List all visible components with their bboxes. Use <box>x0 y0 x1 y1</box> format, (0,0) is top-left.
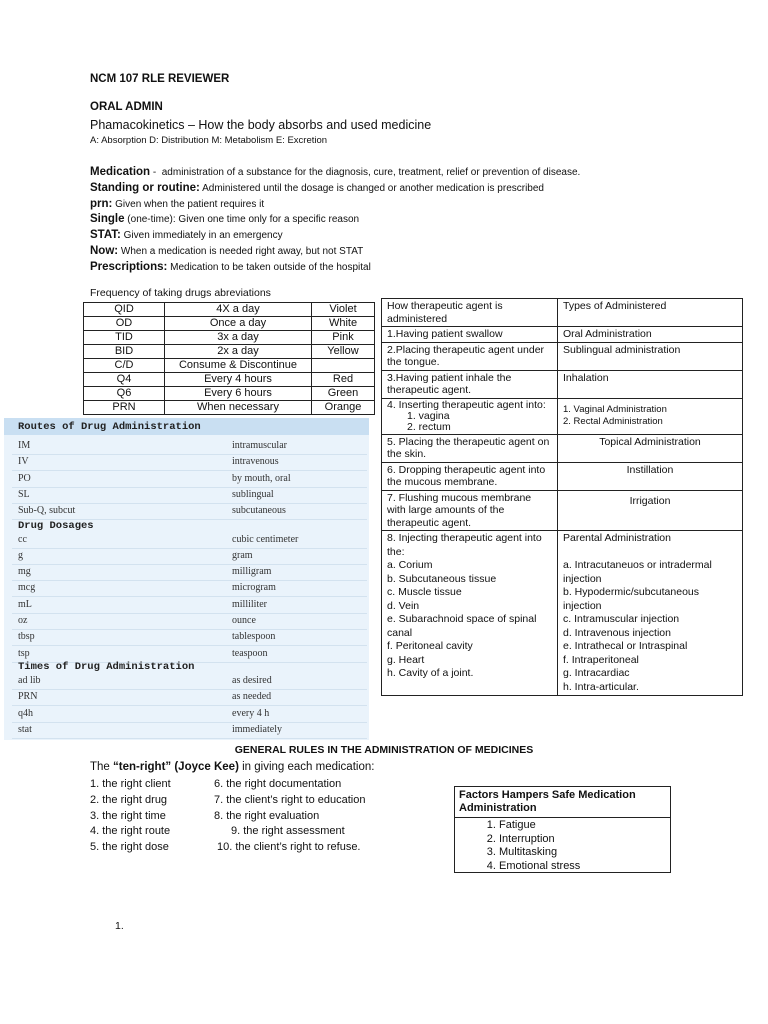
table-cell: Every 6 hours <box>165 387 312 401</box>
rights-list <box>90 778 440 858</box>
table-cell: 5. Placing the therapeutic agent on the skin. <box>382 434 558 462</box>
definition-text: (one-time): Given one time only for a specific reason <box>127 214 360 225</box>
table-cell <box>558 531 743 696</box>
table-cell <box>382 398 558 434</box>
injection-site: a. Corium <box>387 559 433 571</box>
definition-term: Medication <box>90 166 151 178</box>
definition-text: Given when the patient requires it <box>115 199 265 210</box>
abbreviation: PRN <box>18 691 38 703</box>
table-cell: Orange <box>312 401 375 415</box>
table-row <box>382 327 743 343</box>
definition-text: administration of a substance for the diagnosis, cure, treatment, relief or prevention of disease. <box>161 167 581 178</box>
factor-item: 3. Multitasking <box>499 846 670 860</box>
right-item: 1. the right client <box>90 778 171 790</box>
meaning: as desired <box>232 674 272 686</box>
table-header-cell: Types of Administered <box>558 299 743 327</box>
table-row <box>382 462 743 490</box>
table-cell: Every 4 hours <box>165 373 312 387</box>
table-cell: Yellow <box>312 345 375 359</box>
table-cell: 2x a day <box>165 345 312 359</box>
injection-type: d. Intravenous injection <box>563 626 671 639</box>
administration-table <box>381 298 743 696</box>
factor-item: 1. Fatigue <box>499 819 670 833</box>
table-cell: 1.Having patient swallow <box>382 327 558 343</box>
row4-text: 4. Inserting therapeutic agent into: <box>387 398 546 411</box>
table-cell: OD <box>84 317 165 331</box>
table-cell: Red <box>312 373 375 387</box>
abbreviation: stat <box>18 723 32 735</box>
table-row <box>382 398 743 434</box>
dosages-header: Drug Dosages <box>18 519 94 532</box>
injection-type: Parental Administration <box>563 532 671 544</box>
table-row <box>84 359 375 373</box>
table-cell: QID <box>84 303 165 317</box>
right-item: 9. the right assessment <box>231 825 345 837</box>
meaning: cubic centimeter <box>232 533 299 545</box>
table-cell: Green <box>312 387 375 401</box>
table-cell: 3.Having patient inhale the therapeutic agent. <box>382 370 558 398</box>
abbreviation: SL <box>18 488 30 500</box>
row-divider <box>12 580 367 581</box>
row-divider <box>12 548 367 549</box>
table-cell <box>312 359 375 373</box>
definition-text: Medication to be taken outside of the hospital <box>170 262 371 273</box>
frequency-table <box>83 302 375 415</box>
ten-right-post: in giving each medication: <box>238 761 375 773</box>
abbreviation: PO <box>18 472 31 484</box>
table-cell: Q4 <box>84 373 165 387</box>
injection-site: c. Muscle tissue <box>387 586 462 598</box>
meaning: gram <box>232 549 253 561</box>
abbreviation: IV <box>18 456 29 468</box>
table-cell: 6. Dropping therapeutic agent into the mucous membrane. <box>382 462 558 490</box>
abbreviation: mg <box>18 566 31 578</box>
pharmacokinetics-line: Phamacokinetics – How the body absorbs and used medicine <box>90 118 432 132</box>
table-cell: 2.Placing therapeutic agent under the tongue. <box>382 342 558 370</box>
right-item: 6. the right documentation <box>214 778 342 790</box>
table-cell <box>382 531 558 696</box>
abbreviation: Sub-Q, subcut <box>18 505 76 517</box>
factor-item: 2. Interruption <box>499 833 670 847</box>
definition-text: Administered until the dosage is changed or another medication is prescribed <box>202 183 544 194</box>
injection-type: h. Intra-articular. <box>563 680 639 693</box>
table-cell: Q6 <box>84 387 165 401</box>
times-header: Times of Drug Administration <box>18 660 195 673</box>
factor-item: 4. Emotional stress <box>499 860 670 874</box>
table-cell: Consume & Discontinue <box>165 359 312 373</box>
definition-term: Prescriptions: <box>90 261 168 273</box>
meaning: by mouth, oral <box>232 472 291 484</box>
adme-line: A: Absorption D: Distribution M: Metabolism E: Excretion <box>90 135 328 146</box>
abbreviation: tsp <box>18 647 30 659</box>
rules-title: GENERAL RULES IN THE ADMINISTRATION OF MEDICINES <box>234 744 534 756</box>
abbreviation: g <box>18 549 23 561</box>
table-cell: Oral Administration <box>558 327 743 343</box>
meaning: every 4 h <box>232 707 270 719</box>
meaning: ounce <box>232 615 256 626</box>
right-item: 7. the client’s right to education <box>214 794 366 806</box>
table-row <box>382 370 743 398</box>
table-row <box>382 434 743 462</box>
row-divider <box>12 613 367 614</box>
routes-header: Routes of Drug Administration <box>18 421 201 433</box>
table-row <box>84 317 375 331</box>
ten-right-pre: The <box>90 761 114 773</box>
meaning: microgram <box>232 582 276 594</box>
table-cell: 4X a day <box>165 303 312 317</box>
row-divider <box>12 596 367 597</box>
meaning: milliliter <box>232 598 267 610</box>
frequency-title: Frequency of taking drugs abreviations <box>90 287 271 299</box>
factors-list <box>455 819 670 873</box>
definition-term: prn: <box>90 198 113 210</box>
injection-site: h. Cavity of a joint. <box>387 667 474 679</box>
definition-term: Single <box>90 213 125 225</box>
table-cell: Pink <box>312 331 375 345</box>
factors-box <box>454 786 671 873</box>
right-item: 3. the right time <box>90 810 166 822</box>
row-divider <box>12 564 367 565</box>
row-divider <box>12 487 367 488</box>
abbreviation: oz <box>18 615 28 626</box>
abbreviation: mL <box>18 598 32 610</box>
row-divider <box>12 705 367 706</box>
table-row <box>84 345 375 359</box>
injection-type: a. Intracutaneuos or intradermal injection <box>563 559 712 585</box>
table-cell: BID <box>84 345 165 359</box>
row-divider <box>12 454 367 455</box>
right-item: 4. the right route <box>90 825 171 837</box>
injection-type: e. Intrathecal or Intraspinal <box>563 640 688 652</box>
table-cell: Violet <box>312 303 375 317</box>
table-cell <box>558 398 743 434</box>
table-row <box>84 401 375 415</box>
ten-right-bold: “ten-right” (Joyce Kee) <box>113 761 239 773</box>
table-row <box>382 490 743 531</box>
injection-type: b. Hypodermic/subcutaneous injection <box>563 586 699 612</box>
abbreviation: cc <box>18 533 27 545</box>
abbreviation: IM <box>18 440 31 451</box>
meaning: immediately <box>232 723 282 735</box>
right-item: 5. the right dose <box>90 841 169 853</box>
definition-term: STAT: <box>90 229 121 241</box>
row-divider <box>12 470 367 471</box>
meaning: intramuscular <box>232 440 287 451</box>
abbreviation: ad lib <box>18 674 41 686</box>
table-row <box>84 387 375 401</box>
table-row <box>382 342 743 370</box>
factors-title: Factors Hampers Safe Medication Administration <box>455 787 670 818</box>
injection-type: c. Intramuscular injection <box>563 613 680 625</box>
row4-rectal: 2. Rectal Administration <box>563 416 663 427</box>
right-item: 10. the client’s right to refuse. <box>217 841 361 853</box>
abbreviation: tbsp <box>18 631 35 643</box>
meaning: teaspoon <box>232 647 268 659</box>
table-row <box>84 331 375 345</box>
table-cell: Sublingual administration <box>558 342 743 370</box>
table-cell: Once a day <box>165 317 312 331</box>
row-divider <box>12 722 367 723</box>
meaning: intravenous <box>232 456 279 468</box>
table-cell: PRN <box>84 401 165 415</box>
meaning: sublingual <box>232 488 274 500</box>
row4-vaginal: 1. Vaginal Administration <box>563 404 667 415</box>
row4-vagina: 1. vagina <box>407 409 450 422</box>
table-header-cell: How therapeutic agent is administered <box>382 299 558 327</box>
injection-site: g. Heart <box>387 653 425 666</box>
table-cell: 7. Flushing mucous membrane with large amounts of the therapeutic agent. <box>382 490 558 531</box>
abbreviation: q4h <box>18 707 33 719</box>
injection-type: f. Intraperitoneal <box>563 653 639 666</box>
definition-term: Now: <box>90 245 119 257</box>
table-row <box>84 373 375 387</box>
table-cell: Instillation <box>558 462 743 490</box>
section-heading: ORAL ADMIN <box>90 101 163 113</box>
row-divider <box>12 645 367 646</box>
definition-row <box>90 257 371 275</box>
ten-right-intro <box>90 761 374 773</box>
routes-panel <box>4 418 369 740</box>
injection-site: 8. Injecting therapeutic agent into the: <box>387 532 542 558</box>
right-item: 8. the right evaluation <box>214 810 320 822</box>
abbreviation: mcg <box>18 582 36 594</box>
definition-separator: - <box>150 167 162 178</box>
footer-number: 1. <box>115 920 124 932</box>
meaning: subcutaneous <box>232 505 286 517</box>
table-cell: White <box>312 317 375 331</box>
table-cell: Inhalation <box>558 370 743 398</box>
row-divider <box>12 503 367 504</box>
definition-text: When a medication is needed right away, but not STAT <box>120 246 364 257</box>
document-title: NCM 107 RLE REVIEWER <box>90 73 230 85</box>
row-divider <box>12 629 367 630</box>
row-divider <box>12 738 367 739</box>
meaning: milligram <box>232 566 272 578</box>
table-cell: C/D <box>84 359 165 373</box>
table-row <box>382 531 743 696</box>
row-divider <box>12 689 367 690</box>
table-row <box>382 299 743 327</box>
table-cell: Irrigation <box>558 490 743 531</box>
table-row <box>84 303 375 317</box>
injection-site: b. Subcutaneous tissue <box>387 572 497 585</box>
definition-text: Given immediately in an emergency <box>123 230 283 241</box>
table-cell: 3x a day <box>165 331 312 345</box>
injection-site: f. Peritoneal cavity <box>387 640 473 652</box>
injection-type: g. Intracardiac <box>563 667 630 679</box>
row4-rectum: 2. rectum <box>407 420 451 433</box>
injection-site: e. Subarachnoid space of spinal canal <box>387 613 537 639</box>
definition-term: Standing or routine: <box>90 182 200 194</box>
table-cell: Topical Administration <box>558 434 743 462</box>
meaning: as needed <box>232 691 272 703</box>
table-cell: When necessary <box>165 401 312 415</box>
right-item: 2. the right drug <box>90 794 168 806</box>
meaning: tablespoon <box>232 631 276 643</box>
injection-site: d. Vein <box>387 599 420 612</box>
table-cell: TID <box>84 331 165 345</box>
